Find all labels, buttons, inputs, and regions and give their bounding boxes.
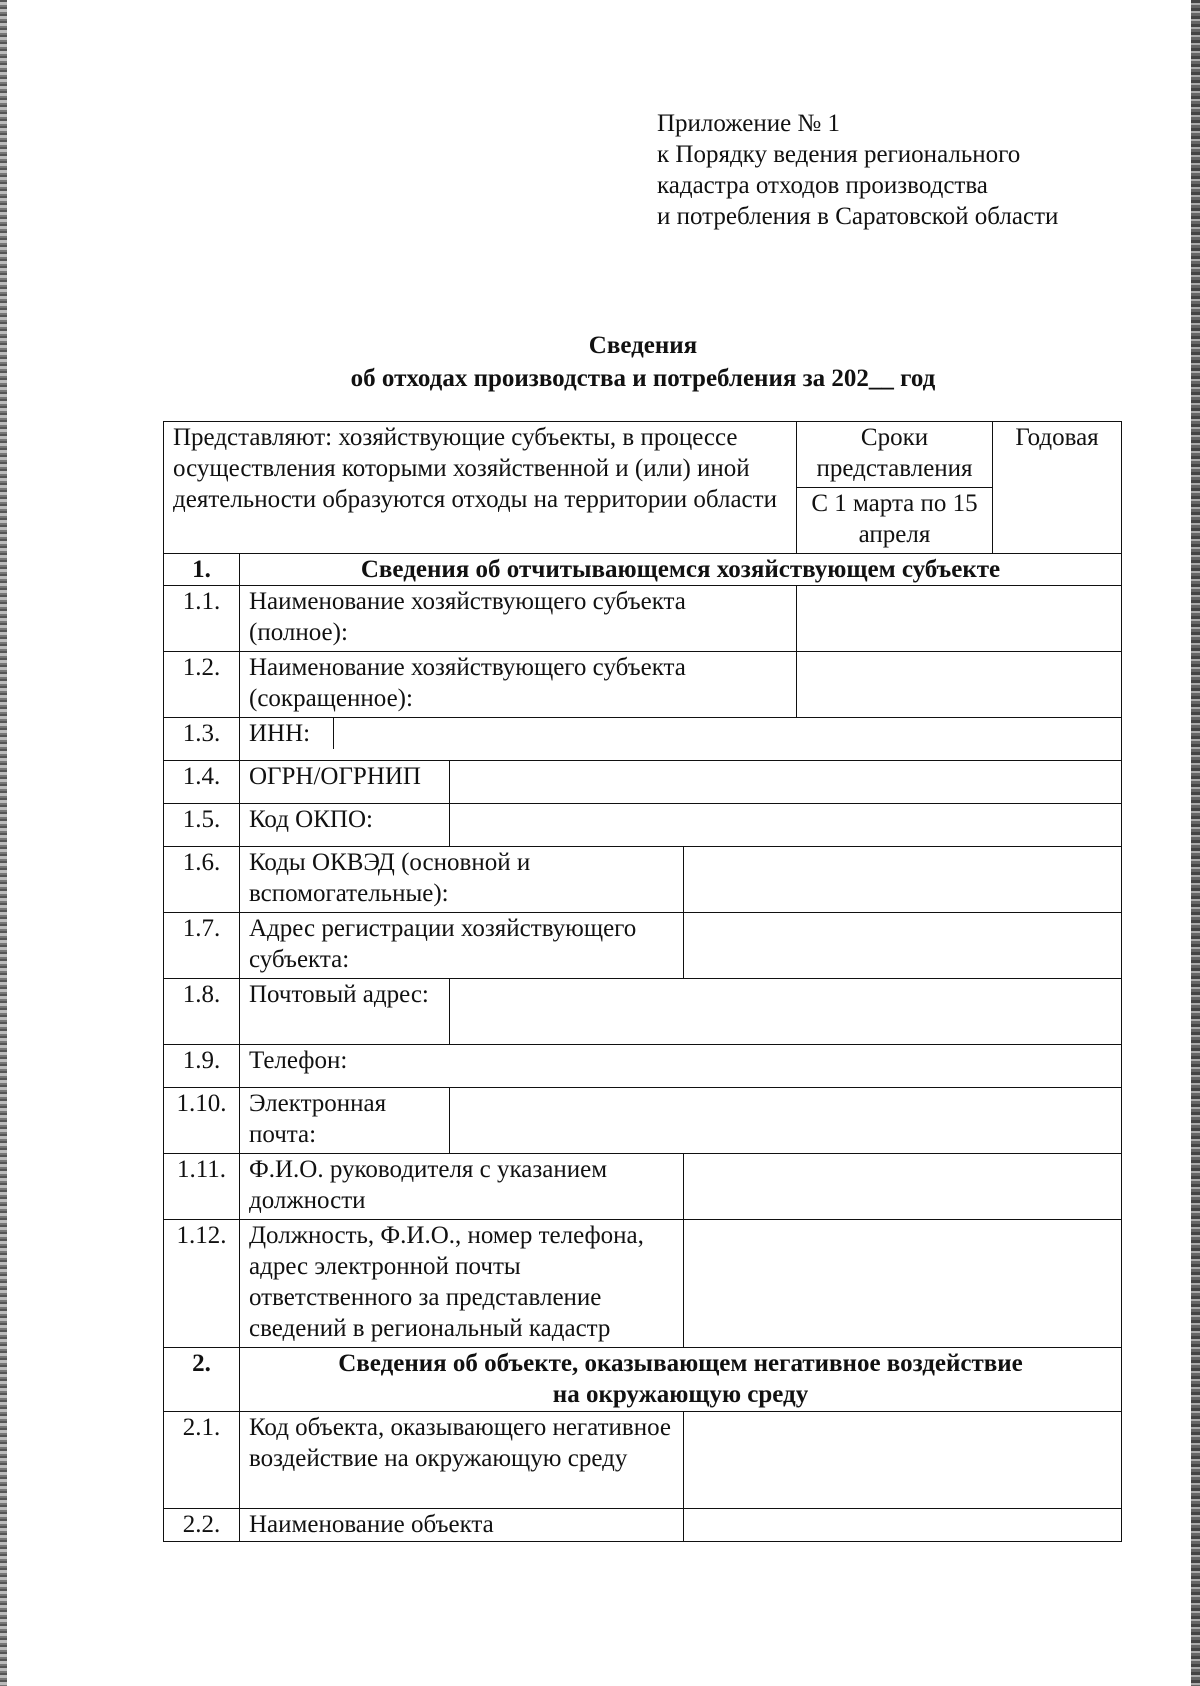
row-label: Ф.И.О. руководителя с указанием должности (240, 1154, 684, 1220)
deadline-label: Сроки представления (797, 422, 993, 488)
appendix-line: Приложение № 1 (657, 110, 841, 137)
inn-row (240, 718, 1122, 761)
row-label: Наименование хозяйствующего субъекта (сокращенное): (240, 652, 797, 718)
row-number: 1.10. (164, 1088, 240, 1154)
row-label: Почтовый адрес: (240, 979, 450, 1045)
row-number: 1.7. (164, 913, 240, 979)
row-label[interactable]: Телефон: (240, 1045, 1122, 1088)
appendix-line: кадастра отходов производства (657, 172, 988, 199)
row-label: Наименование объекта (240, 1509, 684, 1542)
section-number: 1. (164, 554, 240, 586)
form-table (163, 421, 1122, 1542)
section-title-line: Сведения об объекте, оказывающем негативное воздействие (338, 1350, 1023, 1377)
value-field[interactable] (450, 761, 1122, 804)
row-number: 1.11. (164, 1154, 240, 1220)
appendix-line: и потребления в Саратовской области (657, 203, 1059, 230)
scan-edge-left (0, 0, 7, 1686)
section-title (240, 1348, 1122, 1412)
row-number: 1.2. (164, 652, 240, 718)
value-field[interactable] (797, 652, 1122, 718)
periodicity: Годовая (993, 422, 1122, 554)
document-subtitle: об отходах производства и потребления за 202__ год (350, 365, 936, 392)
appendix-note (657, 108, 1058, 232)
row-label: Электронная почта: (240, 1088, 450, 1154)
value-field[interactable] (450, 1088, 1122, 1154)
row-number: 1.5. (164, 804, 240, 847)
scan-edge-right (1191, 0, 1200, 1686)
value-field[interactable] (684, 1509, 1122, 1542)
row-number: 1.9. (164, 1045, 240, 1088)
value-field[interactable] (450, 804, 1122, 847)
row-number: 1.8. (164, 979, 240, 1045)
row-number: 1.3. (164, 718, 240, 761)
row-number: 2.2. (164, 1509, 240, 1542)
deadline-value: С 1 марта по 15 апреля (797, 488, 993, 554)
row-label: ОГРН/ОГРНИП (240, 761, 450, 804)
row-label: ИНН: (240, 718, 333, 749)
row-label: Код объекта, оказывающего негативное воздействие на окружающую среду (240, 1412, 684, 1509)
row-label: Должность, Ф.И.О., номер телефона, адрес электронной почты ответственного за представление сведений в региональный кадастр (240, 1220, 684, 1348)
row-number: 1.12. (164, 1220, 240, 1348)
value-field[interactable] (684, 1154, 1122, 1220)
value-field[interactable] (684, 913, 1122, 979)
presenters-cell: Представляют: хозяйствующие субъекты, в процессе осуществления которыми хозяйственной и (или) иной деятельности образуются отходы на территории области (164, 422, 797, 554)
value-field[interactable] (450, 979, 1122, 1045)
row-label: Код ОКПО: (240, 804, 450, 847)
value-field[interactable] (333, 718, 1121, 749)
row-number: 1.4. (164, 761, 240, 804)
row-label: Наименование хозяйствующего субъекта (полное): (240, 586, 797, 652)
section-title-line: на окружающую среду (552, 1381, 809, 1408)
section-title: Сведения об отчитывающемся хозяйствующем субъекте (240, 554, 1122, 586)
row-number: 1.1. (164, 586, 240, 652)
row-label: Коды ОКВЭД (основной и вспомогательные): (240, 847, 684, 913)
row-number: 1.6. (164, 847, 240, 913)
section-number: 2. (164, 1348, 240, 1412)
appendix-line: к Порядку ведения регионального (657, 141, 1021, 168)
value-field[interactable] (797, 586, 1122, 652)
row-number: 2.1. (164, 1412, 240, 1509)
document-title: Сведения (588, 332, 698, 359)
value-field[interactable] (684, 1412, 1122, 1509)
row-label: Адрес регистрации хозяйствующего субъекта: (240, 913, 684, 979)
value-field[interactable] (684, 847, 1122, 913)
value-field[interactable] (684, 1220, 1122, 1348)
